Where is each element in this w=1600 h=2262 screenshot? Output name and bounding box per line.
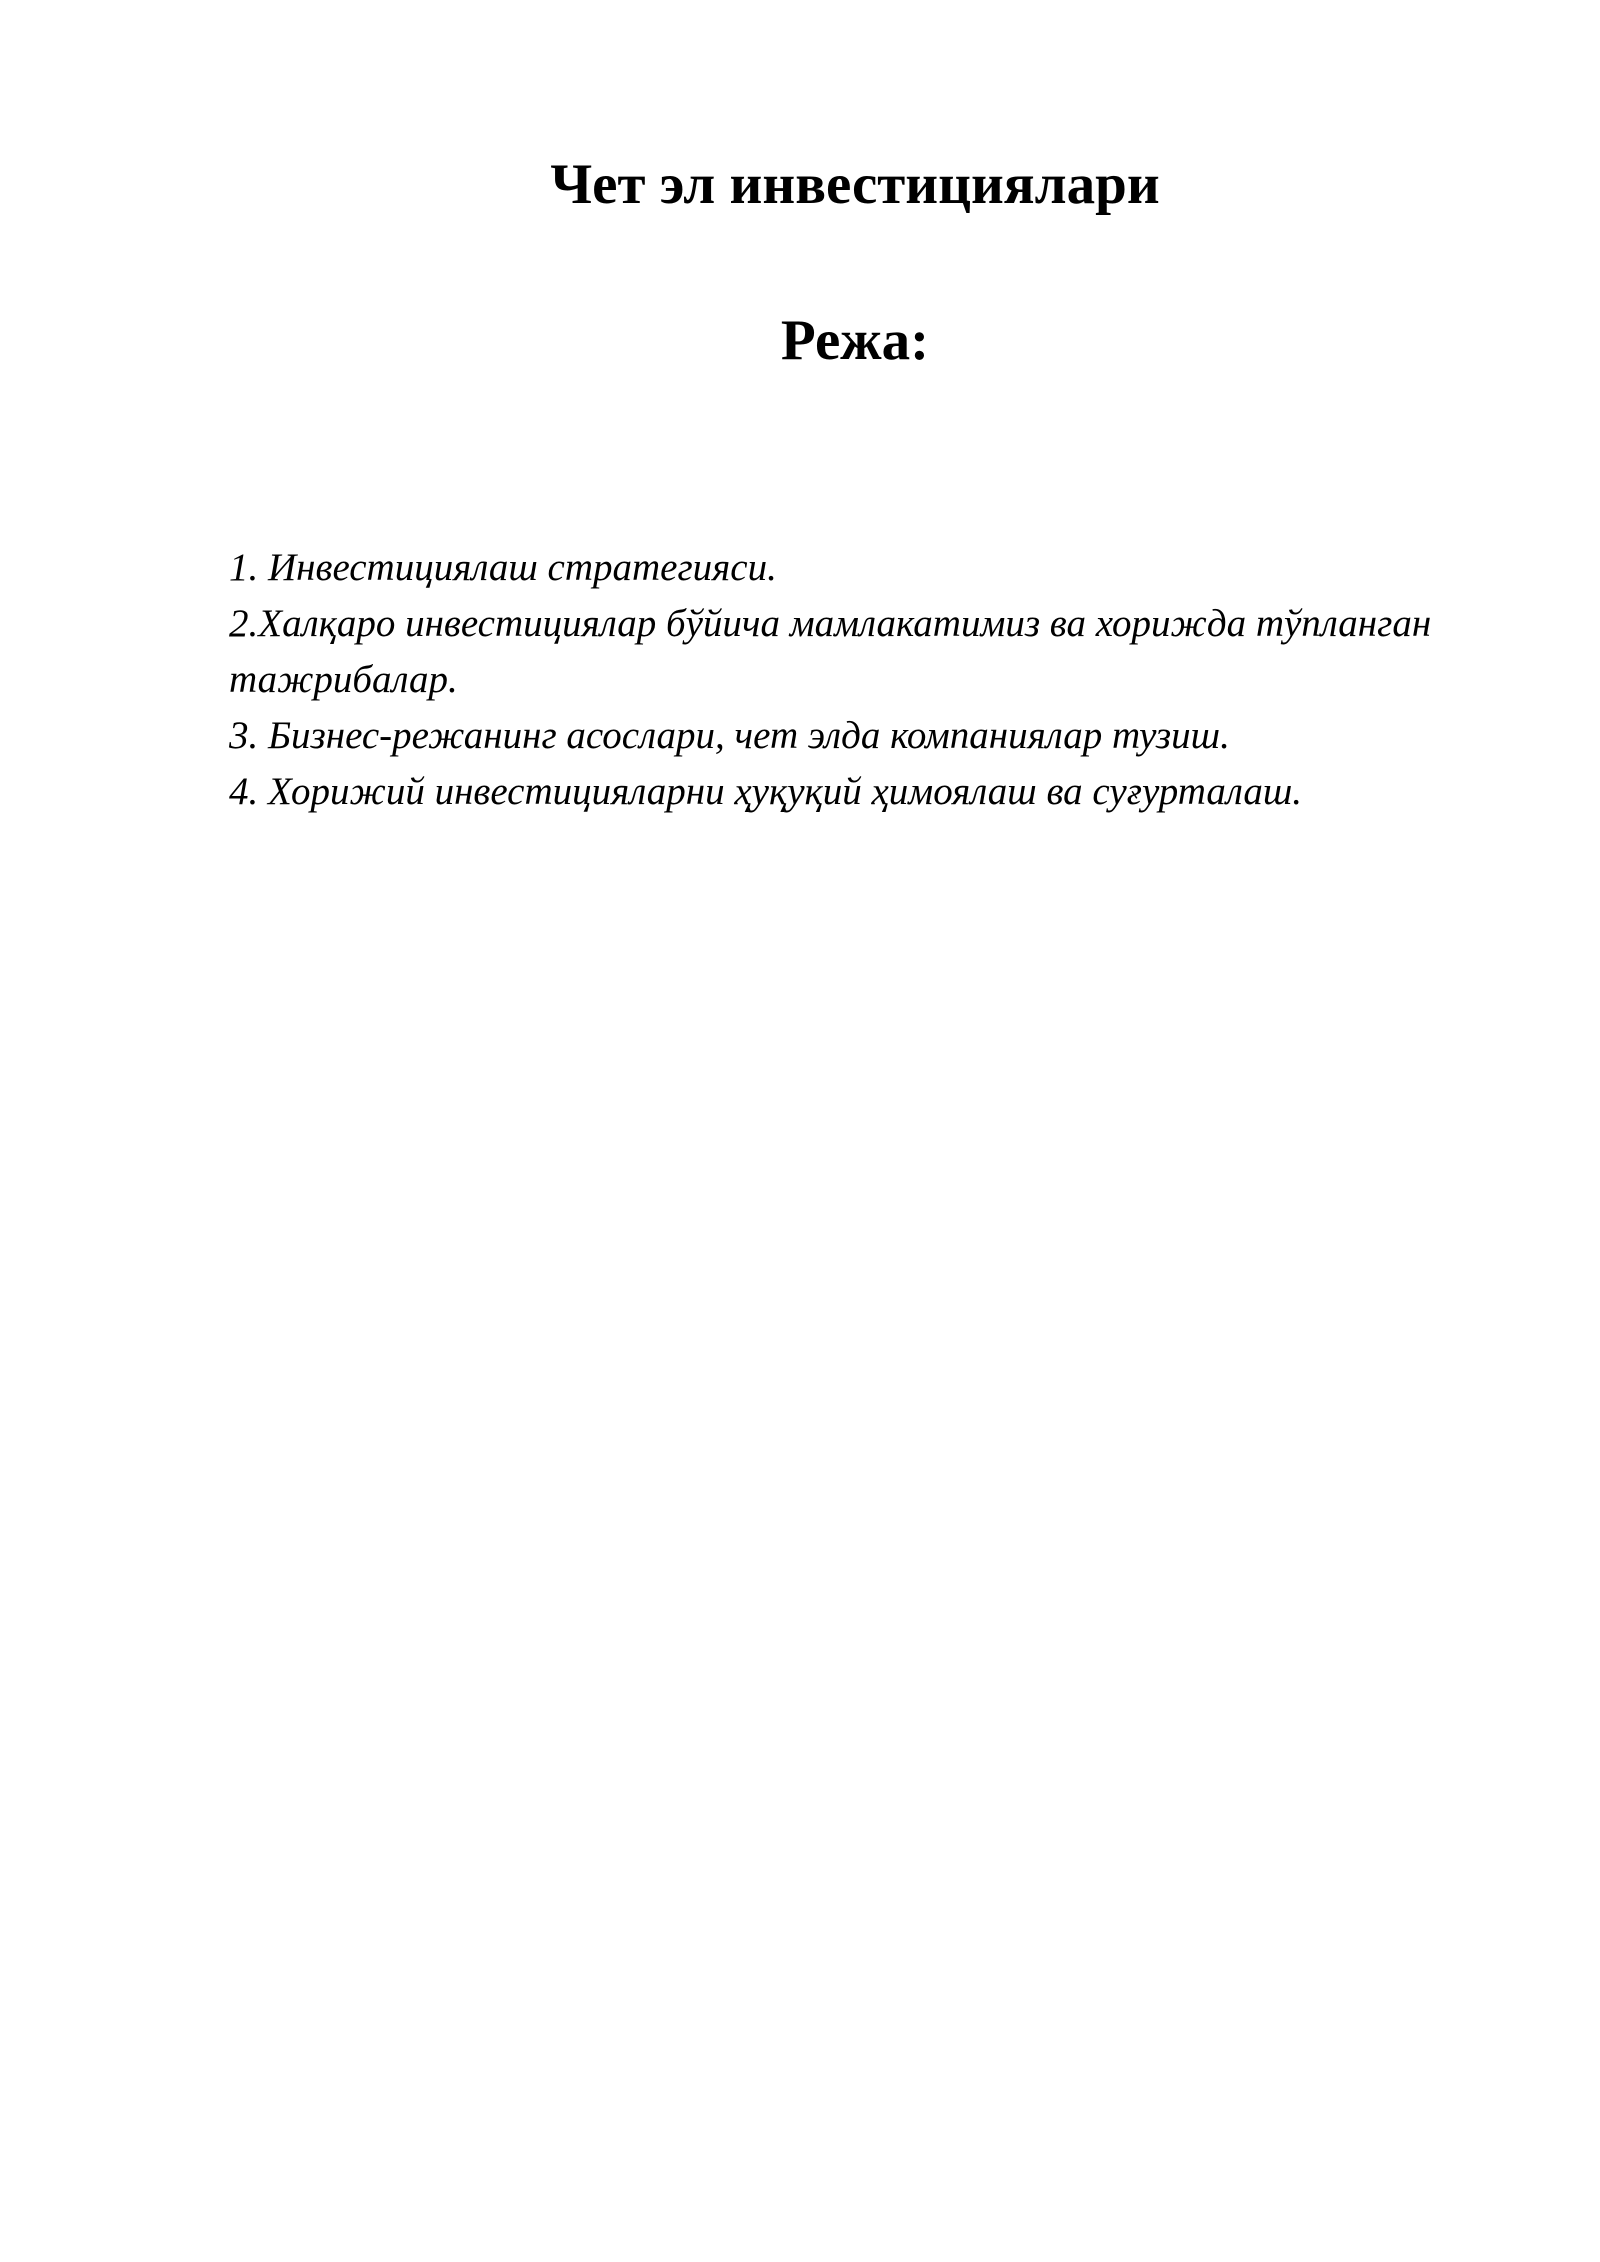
document-title: Чет эл инвестициялари	[550, 153, 1160, 216]
plan-item: 1. Инвестициялаш стратегияси.	[229, 546, 777, 589]
plan-item: 4. Хорижий инвестицияларни ҳуқуқий ҳимоялаш ва суғурталаш.	[229, 770, 1303, 813]
plan-item: 2.Халқаро инвестициялар бўйича мамлакатимиз ва хорижда тўпланган тажрибалар.	[229, 602, 1432, 701]
plan-item: 3. Бизнес-режанинг асослари, чет элда компаниялар тузиш.	[229, 714, 1230, 757]
plan-heading: Режа:	[780, 309, 930, 372]
plan-list	[229, 540, 1479, 820]
